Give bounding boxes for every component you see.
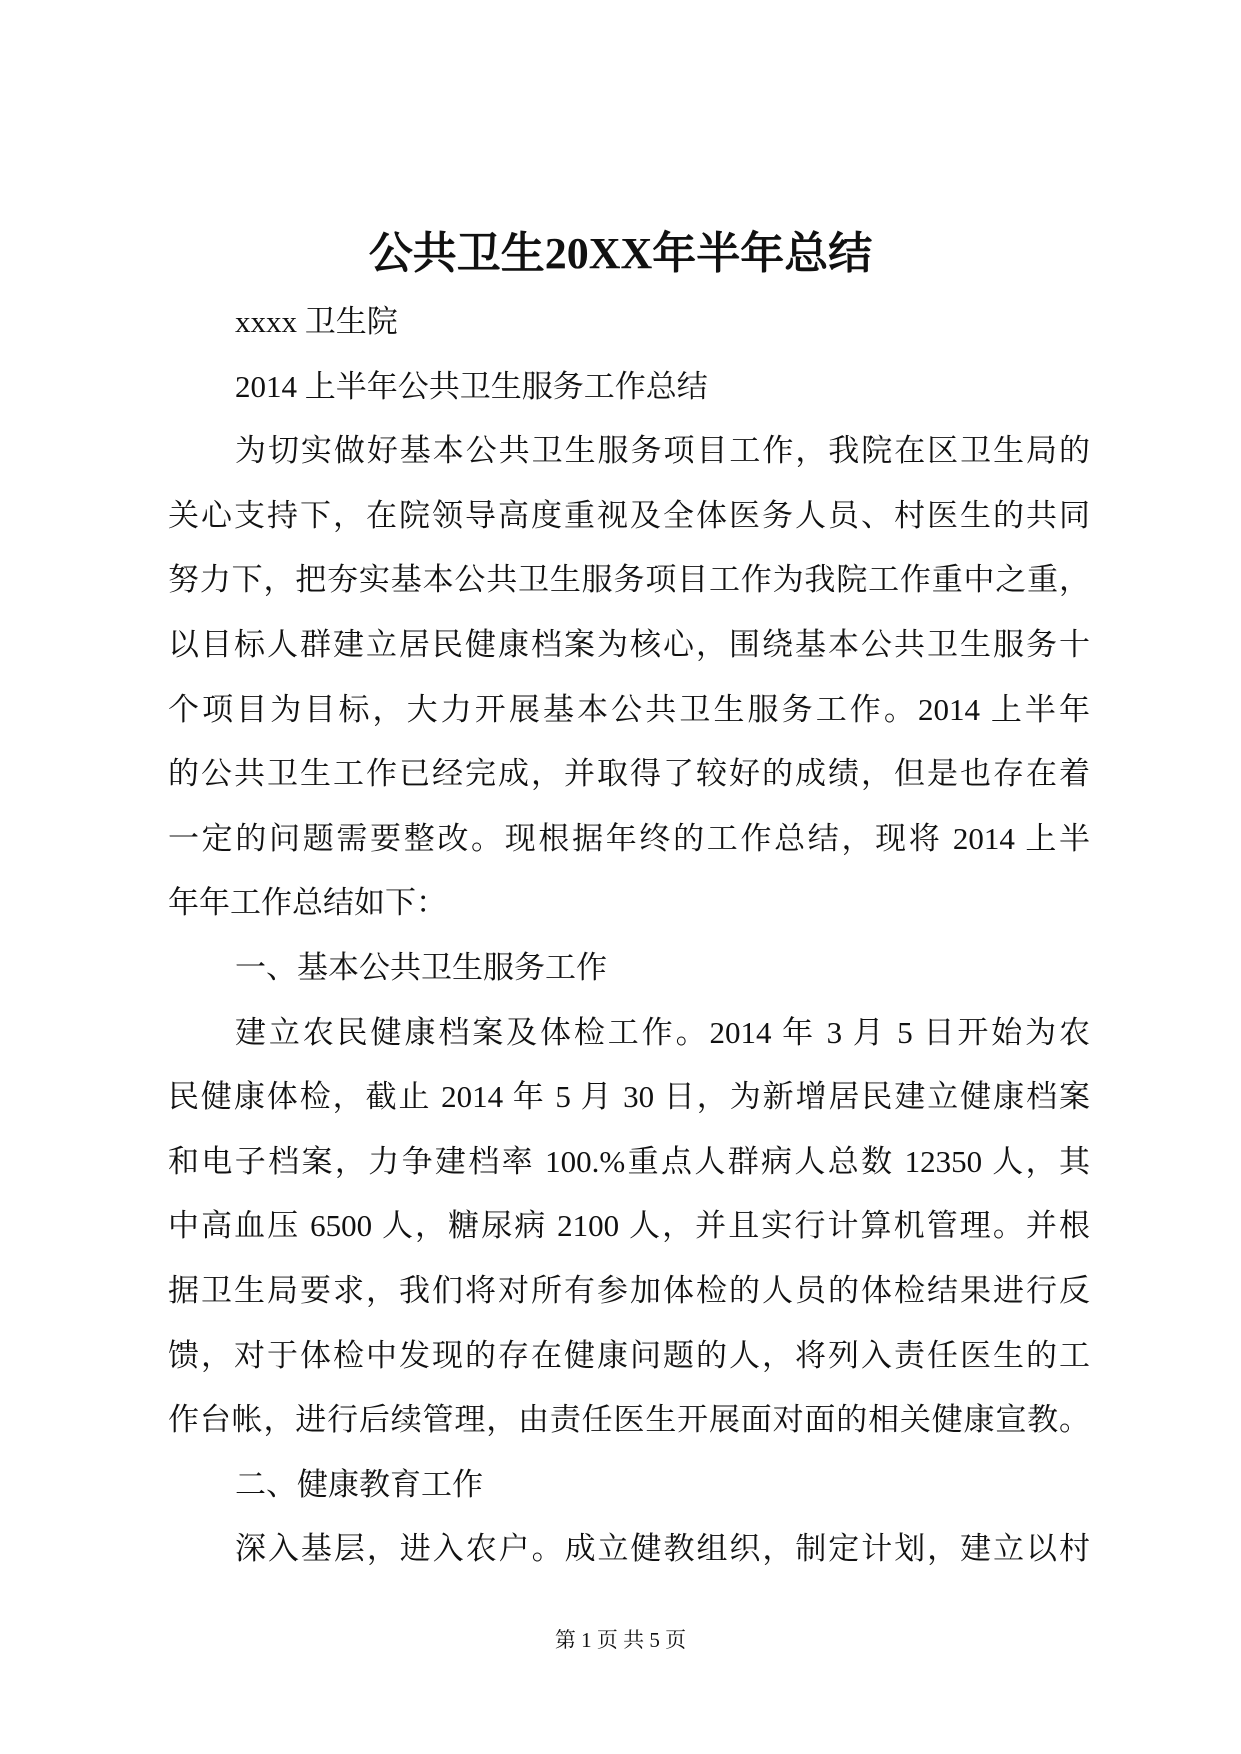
text-line: 中高血压 6500 人，糖尿病 2100 人，并且实行计算机管理。并根 (168, 1208, 1090, 1244)
text-line: 努力下，把夯实基本公共卫生服务项目工作为我院工作重中之重， (168, 562, 1090, 598)
text-line: 关心支持下，在院领导高度重视及全体医务人员、村医生的共同 (168, 497, 1090, 533)
text-line: 为切实做好基本公共卫生服务项目工作，我院在区卫生局的 (235, 433, 1090, 469)
document-title: 公共卫生20XX年半年总结 (368, 229, 873, 278)
text-line: 深入基层，进入农户。成立健教组织，制定计划，建立以村 (235, 1531, 1090, 1567)
text-line: 一定的问题需要整改。现根据年终的工作总结，现将 2014 上半 (168, 820, 1090, 856)
text-line: 民健康体检，截止 2014 年 5 月 30 日，为新增居民建立健康档案 (168, 1079, 1090, 1115)
text-line: 馈，对于体检中发现的存在健康问题的人，将列入责任医生的工 (168, 1337, 1090, 1373)
document-body (168, 290, 1090, 1582)
text-line: 和电子档案，力争建档率 100.%重点人群病人总数 12350 人，其 (168, 1143, 1090, 1179)
text-line: 建立农民健康档案及体检工作。2014 年 3 月 5 日开始为农 (235, 1014, 1090, 1050)
text-line: 2014 上半年公共卫生服务工作总结 (235, 368, 708, 404)
text-line: 二、健康教育工作 (235, 1466, 483, 1502)
text-line: 以目标人群建立居民健康档案为核心，围绕基本公共卫生服务十 (168, 626, 1090, 662)
text-line: 作台帐，进行后续管理，由责任医生开展面对面的相关健康宣教。 (168, 1402, 1090, 1438)
text-line: 一、基本公共卫生服务工作 (235, 949, 607, 985)
text-line: xxxx 卫生院 (235, 304, 398, 339)
text-line: 的公共卫生工作已经完成，并取得了较好的成绩，但是也存在着 (168, 756, 1090, 792)
text-line: 据卫生局要求，我们将对所有参加体检的人员的体检结果进行反 (168, 1272, 1090, 1308)
page-footer: 第 1 页 共 5 页 (554, 1628, 687, 1652)
text-line: 个项目为目标，大力开展基本公共卫生服务工作。2014 上半年 (168, 691, 1090, 727)
text-line: 年年工作总结如下： (168, 885, 447, 921)
